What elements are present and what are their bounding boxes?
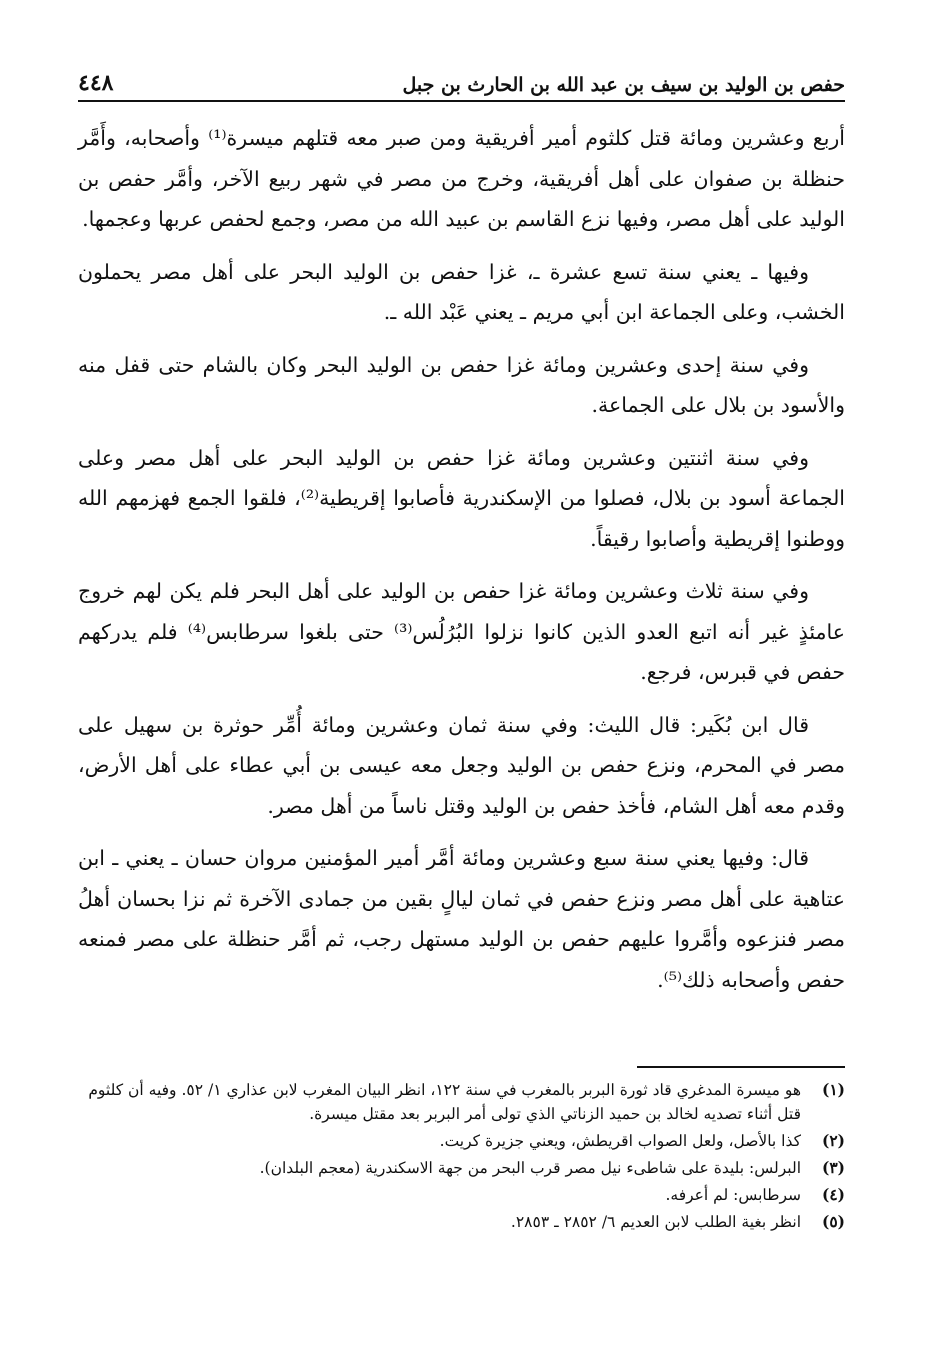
running-title: حفص بن الوليد بن سيف بن عبد الله بن الحارث بن جبل (402, 74, 845, 96)
paragraph: وفيها ـ يعني سنة تسع عشرة ـ، غزا حفص بن الوليد البحر على أهل مصر يحملون الخشب، وعلى الجماعة ابن أبي مريم ـ يعني عَبْد الله ـ. (78, 259, 845, 324)
paragraph: وفي سنة اثنتين وعشرين ومائة غزا حفص بن الوليد البحر على أهل مصر وعلى الجماعة أسود بن بلال، فصلوا من الإسكندرية فأصابوا إقريطية⁽²⁾، فلقوا الجمع فهزمهم الله ووطنوا إقريطية وأصابوا رقيقاً. (78, 445, 846, 551)
footnote (78, 1210, 845, 1234)
footnote-text: سرطابس: لم أعرفه. (665, 1186, 801, 1204)
footnote-number: (٥) (821, 1212, 845, 1231)
main-text (78, 118, 845, 1012)
footnote (78, 1129, 845, 1153)
page-number: ٤٤٨ (78, 70, 114, 96)
paragraph: قال ابن بُكَير: قال الليث: وفي سنة ثمان وعشرين ومائة أُمِّر حوثرة بن سهيل على مصر في المحرم، ونزع حفص بن الوليد وجعل معه عيسى بن أبي عطاء على أهل الأرض، وقدم معه أهل الشام، فأخذ حفص بن الوليد وقتل ناساً من أهل مصر. (78, 712, 845, 818)
footnote-number: (٤) (821, 1185, 845, 1204)
footnote-number: (٣) (821, 1158, 845, 1177)
paragraph: وفي سنة ثلاث وعشرين ومائة غزا حفص بن الوليد على أهل البحر فلم يكن لهم خروج عامئذٍ غير أنه اتبع العدو الذين كانوا نزلوا البُرُلُس⁽³⁾ حتى بلغوا سرطابس⁽⁴⁾ فلم يدركهم حفص في قبرس، فرجع. (78, 579, 846, 684)
page-header (78, 52, 845, 102)
paragraph: قال: وفيها يعني سنة سبع وعشرين ومائة أمَّر أمير المؤمنين مروان حسان ـ يعني ـ ابن عتاهية على أهل مصر ونزع حفص في ثمان ليالٍ بقين من جمادى الآخرة ثم نزا بحسان أهلُ مصر فنزعوه وأمَّروا عليهم حفص بن الوليد مستهل رجب، ثم أمَّر حنظلة على مصر فمنعه حفص وأصحابه ذلك⁽⁵⁾. (78, 846, 845, 992)
footnote-divider (637, 1066, 845, 1068)
footnote-text: كذا بالأصل، ولعل الصواب اقريطش، ويعني جزيرة كريت. (439, 1132, 801, 1150)
paragraph: أربع وعشرين ومائة قتل كلثوم أمير أفريقية ومن صبر معه قتلهم ميسرة⁽¹⁾ وأصحابه، وأَمَّر حنظلة بن صفوان على أهل أفريقية، وخرج من مصر في شهر ربيع الآخر، وأمَّر حفص بن الوليد على أهل مصر، وفيها نزع القاسم بن عبيد الله من مصر، وجمع لحفص عربها وعجمها. (78, 126, 845, 231)
footnote-text: انظر بغية الطلب لابن العديم ٦/ ٢٨٥٢ ـ ٢٨٥٣. (510, 1213, 801, 1231)
footnote-text: هو ميسرة المدغري قاد ثورة البربر بالمغرب في سنة ١٢٢، انظر البيان المغرب لابن عذاري ١/ ٥٢. وفيه أن كلثوم قتل أثناء تصديه لخالد بن حميد الزناتي الذي تولى أمر البربر بعد مقتل ميسرة. (88, 1081, 801, 1123)
footnote (78, 1156, 845, 1180)
paragraph: وفي سنة إحدى وعشرين ومائة غزا حفص بن الوليد البحر وكان بالشام حتى قفل منه والأسود بن بلال على الجماعة. (78, 352, 845, 417)
footnotes (78, 1078, 845, 1237)
footnote (78, 1078, 845, 1126)
footnote (78, 1183, 845, 1207)
footnote-number: (٢) (821, 1131, 845, 1150)
footnote-text: البرلس: بليدة على شاطىء نيل مصر قرب البحر من جهة الاسكندرية (معجم البلدان). (259, 1159, 801, 1177)
footnote-number: (١) (821, 1080, 845, 1099)
